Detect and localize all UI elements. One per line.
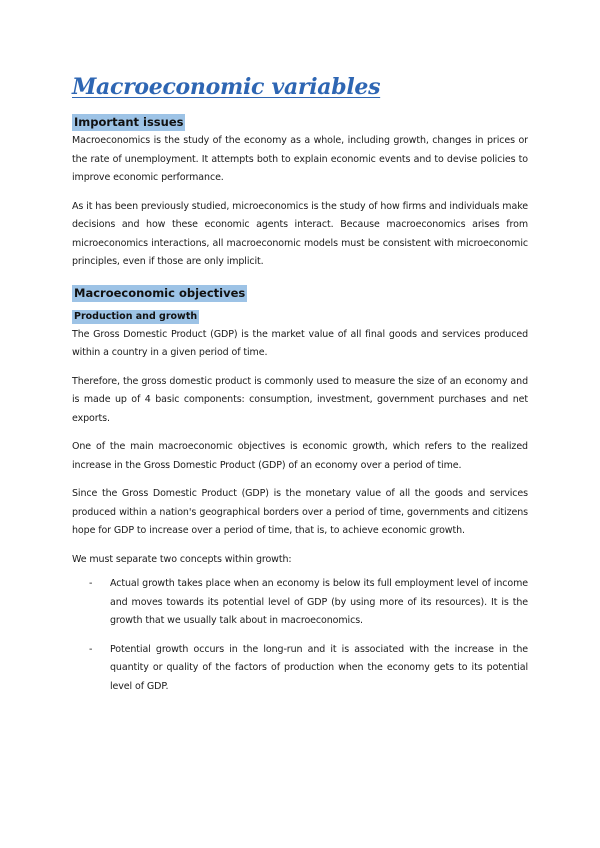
paragraph: We must separate two concepts within growth: xyxy=(72,553,292,565)
subsection-heading-wrap xyxy=(72,304,528,324)
paragraph: Therefore, the gross domestic product is commonly used to measure the size of an economy and is made up of 4 basic components: consumption, investment, government purchases and net exports. xyxy=(72,375,528,424)
paragraph: As it has been previously studied, microeconomics is the study of how firms and individuals make decisions and how these economic agents interact. Because macroeconomics arises from microeconomics interactions, all macroeconomic models must be consistent with microeconomic principles, even if those are only implicit. xyxy=(72,200,528,267)
paragraph: The Gross Domestic Product (GDP) is the market value of all final goods and services produced within a country in a given period of time. xyxy=(72,328,528,358)
growth-concepts-list xyxy=(72,575,528,696)
list-item xyxy=(72,641,528,697)
subsection-heading-production-growth: Production and growth xyxy=(74,310,198,322)
document-page xyxy=(72,72,528,706)
list-item xyxy=(72,575,528,631)
section-heading-macroeconomic-objectives: Macroeconomic objectives xyxy=(74,285,246,300)
bullet-dash: - xyxy=(89,578,93,589)
bullet-dash: - xyxy=(89,643,93,655)
document-title: Macroeconomic variables xyxy=(72,74,381,100)
section-important-issues-heading-wrap xyxy=(72,111,528,131)
paragraph: Macroeconomics is the study of the economy as a whole, including growth, changes in prices or the rate of unemployment. It attempts both to explain economic events and to devise policies to improve economic performance. xyxy=(72,135,528,183)
paragraph: One of the main macroeconomic objectives is economic growth, which refers to the realized increase in the Gross Domestic Product (GDP) of an economy over a period of time. xyxy=(72,441,528,471)
section-objectives-heading-wrap xyxy=(72,282,528,302)
paragraph: Since the Gross Domestic Product (GDP) is the monetary value of all the goods and services produced within a nation's geographical borders over a period of time, governments and citizens hope for GDP to increase over a period of time, that is, to achieve economic growth. xyxy=(72,488,528,536)
section-heading-important-issues: Important issues xyxy=(74,115,184,129)
list-item-text: Potential growth occurs in the long-run and it is associated with the increase in the quantity or quality of the factors of production when the economy gets to its potential level of GDP. xyxy=(110,643,528,692)
list-item-text: Actual growth takes place when an economy is below its full employment level of income and moves towards its potential level of GDP (by using more of its resources). It is the growth that we usually talk about in macroeconomics. xyxy=(110,578,528,626)
